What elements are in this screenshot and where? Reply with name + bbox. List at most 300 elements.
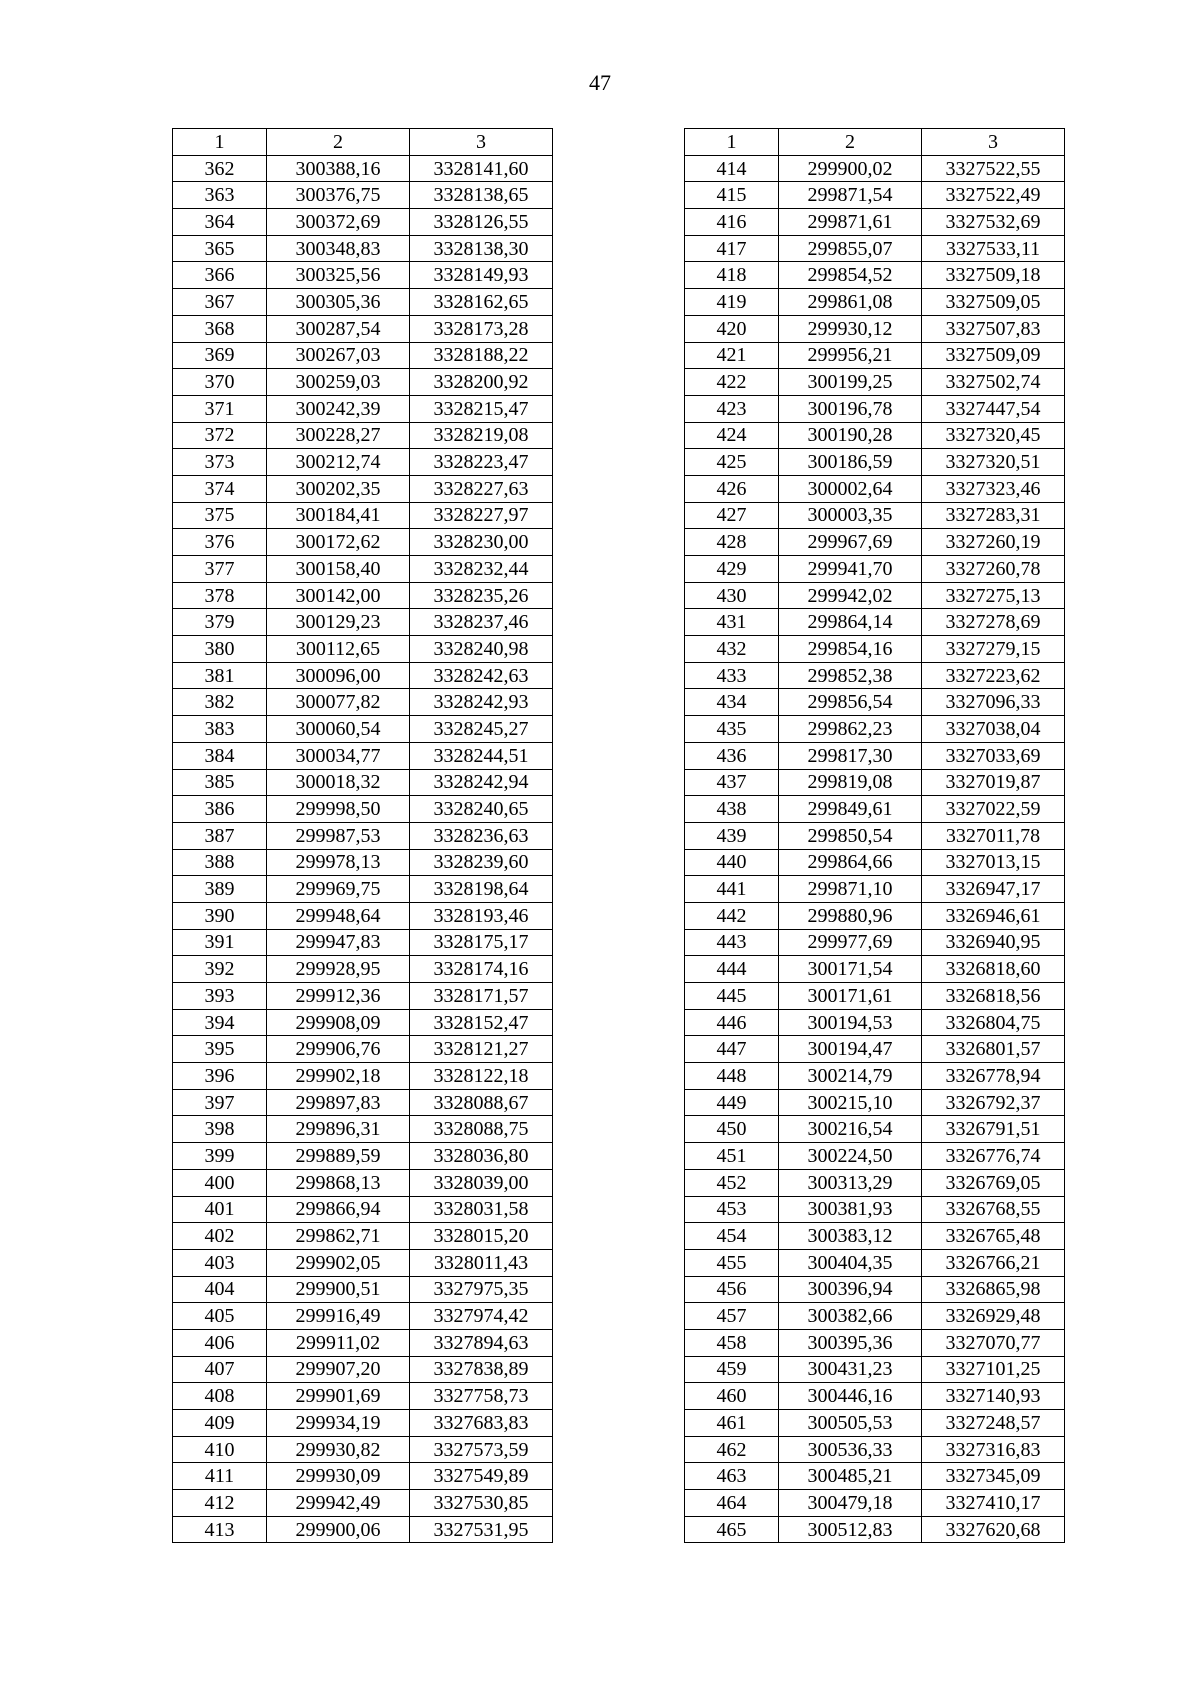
table-row [173,449,553,476]
point-number-cell: 394 [173,1009,267,1036]
x-coordinate-cell: 300431,23 [779,1356,922,1383]
point-number-cell: 413 [173,1516,267,1543]
x-coordinate-cell: 300096,00 [267,662,410,689]
y-coordinate-cell: 3328173,28 [410,315,553,342]
table-row [173,689,553,716]
table-row [685,1410,1065,1437]
table-row [685,876,1065,903]
table-row [685,1169,1065,1196]
table-row [173,475,553,502]
table-row [685,475,1065,502]
x-coordinate-cell: 300388,16 [267,155,410,182]
point-number-cell: 404 [173,1276,267,1303]
x-coordinate-cell: 300224,50 [779,1143,922,1170]
table-row [173,1009,553,1036]
x-coordinate-cell: 300060,54 [267,716,410,743]
table-row [685,1143,1065,1170]
point-number-cell: 422 [685,369,779,396]
x-coordinate-cell: 299901,69 [267,1383,410,1410]
point-number-cell: 412 [173,1490,267,1517]
x-coordinate-cell: 299948,64 [267,902,410,929]
point-number-cell: 363 [173,182,267,209]
table-row [173,1516,553,1543]
table-row [173,1276,553,1303]
point-number-cell: 464 [685,1490,779,1517]
table-row [685,235,1065,262]
column-header: 1 [173,129,267,156]
point-number-cell: 435 [685,716,779,743]
table-row [173,636,553,663]
point-number-cell: 390 [173,902,267,929]
x-coordinate-cell: 300214,79 [779,1063,922,1090]
table-row [173,1249,553,1276]
table-row [173,342,553,369]
point-number-cell: 386 [173,796,267,823]
x-coordinate-cell: 299912,36 [267,983,410,1010]
table-row [173,502,553,529]
point-number-cell: 392 [173,956,267,983]
table-row [685,929,1065,956]
x-coordinate-cell: 299956,21 [779,342,922,369]
y-coordinate-cell: 3328245,27 [410,716,553,743]
point-number-cell: 402 [173,1223,267,1250]
x-coordinate-cell: 299942,49 [267,1490,410,1517]
x-coordinate-cell: 299862,23 [779,716,922,743]
point-number-cell: 420 [685,315,779,342]
y-coordinate-cell: 3326946,61 [922,902,1065,929]
y-coordinate-cell: 3327279,15 [922,636,1065,663]
point-number-cell: 457 [685,1303,779,1330]
table-row [685,849,1065,876]
point-number-cell: 393 [173,983,267,1010]
table-row [173,1169,553,1196]
point-number-cell: 366 [173,262,267,289]
table-row [173,1436,553,1463]
x-coordinate-cell: 300003,35 [779,502,922,529]
point-number-cell: 445 [685,983,779,1010]
point-number-cell: 449 [685,1089,779,1116]
y-coordinate-cell: 3328088,67 [410,1089,553,1116]
table-row [685,1516,1065,1543]
y-coordinate-cell: 3328198,64 [410,876,553,903]
x-coordinate-cell: 299889,59 [267,1143,410,1170]
x-coordinate-cell: 299852,38 [779,662,922,689]
x-coordinate-cell: 299902,18 [267,1063,410,1090]
x-coordinate-cell: 300446,16 [779,1383,922,1410]
table-row [173,395,553,422]
table-row [173,529,553,556]
point-number-cell: 411 [173,1463,267,1490]
y-coordinate-cell: 3327033,69 [922,742,1065,769]
y-coordinate-cell: 3327410,17 [922,1490,1065,1517]
point-number-cell: 399 [173,1143,267,1170]
point-number-cell: 433 [685,662,779,689]
point-number-cell: 395 [173,1036,267,1063]
point-number-cell: 462 [685,1436,779,1463]
point-number-cell: 374 [173,475,267,502]
point-number-cell: 419 [685,289,779,316]
table-row [685,609,1065,636]
y-coordinate-cell: 3328149,93 [410,262,553,289]
x-coordinate-cell: 300142,00 [267,582,410,609]
x-coordinate-cell: 300536,33 [779,1436,922,1463]
x-coordinate-cell: 300348,83 [267,235,410,262]
y-coordinate-cell: 3328152,47 [410,1009,553,1036]
y-coordinate-cell: 3328121,27 [410,1036,553,1063]
y-coordinate-cell: 3326791,51 [922,1116,1065,1143]
point-number-cell: 459 [685,1356,779,1383]
point-number-cell: 406 [173,1329,267,1356]
table-row [173,422,553,449]
table-row [685,289,1065,316]
table-row [173,1356,553,1383]
table-row [173,155,553,182]
y-coordinate-cell: 3328235,26 [410,582,553,609]
point-number-cell: 451 [685,1143,779,1170]
x-coordinate-cell: 299871,61 [779,209,922,236]
point-number-cell: 408 [173,1383,267,1410]
table-row [685,449,1065,476]
y-coordinate-cell: 3328227,97 [410,502,553,529]
table-row [173,796,553,823]
y-coordinate-cell: 3328242,94 [410,769,553,796]
y-coordinate-cell: 3327683,83 [410,1410,553,1437]
x-coordinate-cell: 299897,83 [267,1089,410,1116]
point-number-cell: 382 [173,689,267,716]
table-row [685,342,1065,369]
x-coordinate-cell: 300242,39 [267,395,410,422]
x-coordinate-cell: 299849,61 [779,796,922,823]
x-coordinate-cell: 299987,53 [267,822,410,849]
point-number-cell: 417 [685,235,779,262]
y-coordinate-cell: 3326818,60 [922,956,1065,983]
point-number-cell: 443 [685,929,779,956]
point-number-cell: 397 [173,1089,267,1116]
x-coordinate-cell: 299916,49 [267,1303,410,1330]
point-number-cell: 428 [685,529,779,556]
table-row [685,1063,1065,1090]
x-coordinate-cell: 299900,51 [267,1276,410,1303]
table-row [685,1463,1065,1490]
table-row [685,1490,1065,1517]
table-row [173,1490,553,1517]
table-row [685,182,1065,209]
x-coordinate-cell: 299819,08 [779,769,922,796]
table-row [173,662,553,689]
x-coordinate-cell: 300395,36 [779,1329,922,1356]
y-coordinate-cell: 3328175,17 [410,929,553,956]
y-coordinate-cell: 3328126,55 [410,209,553,236]
table-row [685,1303,1065,1330]
y-coordinate-cell: 3327278,69 [922,609,1065,636]
point-number-cell: 460 [685,1383,779,1410]
x-coordinate-cell: 300228,27 [267,422,410,449]
point-number-cell: 365 [173,235,267,262]
x-coordinate-cell: 299880,96 [779,902,922,929]
y-coordinate-cell: 3328039,00 [410,1169,553,1196]
y-coordinate-cell: 3327509,05 [922,289,1065,316]
y-coordinate-cell: 3328236,63 [410,822,553,849]
table-row [685,796,1065,823]
y-coordinate-cell: 3328011,43 [410,1249,553,1276]
table-row [685,556,1065,583]
point-number-cell: 421 [685,342,779,369]
table-row [685,422,1065,449]
column-header: 2 [267,129,410,156]
point-number-cell: 409 [173,1410,267,1437]
table-row [685,1089,1065,1116]
x-coordinate-cell: 300372,69 [267,209,410,236]
y-coordinate-cell: 3328036,80 [410,1143,553,1170]
x-coordinate-cell: 299930,82 [267,1436,410,1463]
x-coordinate-cell: 300382,66 [779,1303,922,1330]
point-number-cell: 379 [173,609,267,636]
x-coordinate-cell: 300479,18 [779,1490,922,1517]
y-coordinate-cell: 3327260,78 [922,556,1065,583]
x-coordinate-cell: 299861,08 [779,289,922,316]
point-number-cell: 430 [685,582,779,609]
point-number-cell: 440 [685,849,779,876]
x-coordinate-cell: 300172,62 [267,529,410,556]
x-coordinate-cell: 299907,20 [267,1356,410,1383]
table-row [685,822,1065,849]
y-coordinate-cell: 3327038,04 [922,716,1065,743]
table-row [173,902,553,929]
y-coordinate-cell: 3326940,95 [922,929,1065,956]
table-row [685,1009,1065,1036]
point-number-cell: 429 [685,556,779,583]
y-coordinate-cell: 3326768,55 [922,1196,1065,1223]
point-number-cell: 456 [685,1276,779,1303]
x-coordinate-cell: 299854,16 [779,636,922,663]
x-coordinate-cell: 300158,40 [267,556,410,583]
x-coordinate-cell: 299947,83 [267,929,410,956]
table-row [173,1196,553,1223]
table-row [173,1063,553,1090]
y-coordinate-cell: 3327140,93 [922,1383,1065,1410]
point-number-cell: 384 [173,742,267,769]
y-coordinate-cell: 3326818,56 [922,983,1065,1010]
table-row [173,1223,553,1250]
table-row [173,209,553,236]
table-row [173,1410,553,1437]
x-coordinate-cell: 300396,94 [779,1276,922,1303]
y-coordinate-cell: 3326769,05 [922,1169,1065,1196]
x-coordinate-cell: 299908,09 [267,1009,410,1036]
point-number-cell: 450 [685,1116,779,1143]
point-number-cell: 385 [173,769,267,796]
point-number-cell: 375 [173,502,267,529]
x-coordinate-cell: 300305,36 [267,289,410,316]
table-row [685,1116,1065,1143]
point-number-cell: 453 [685,1196,779,1223]
y-coordinate-cell: 3328193,46 [410,902,553,929]
y-coordinate-cell: 3328232,44 [410,556,553,583]
table-row [173,849,553,876]
y-coordinate-cell: 3327320,51 [922,449,1065,476]
x-coordinate-cell: 299998,50 [267,796,410,823]
table-row [173,1143,553,1170]
point-number-cell: 416 [685,209,779,236]
point-number-cell: 448 [685,1063,779,1090]
x-coordinate-cell: 300512,83 [779,1516,922,1543]
table-row [685,689,1065,716]
point-number-cell: 434 [685,689,779,716]
table-row [685,529,1065,556]
x-coordinate-cell: 300002,64 [779,475,922,502]
x-coordinate-cell: 299856,54 [779,689,922,716]
point-number-cell: 401 [173,1196,267,1223]
x-coordinate-cell: 299862,71 [267,1223,410,1250]
x-coordinate-cell: 300186,59 [779,449,922,476]
y-coordinate-cell: 3327509,09 [922,342,1065,369]
x-coordinate-cell: 300383,12 [779,1223,922,1250]
y-coordinate-cell: 3326947,17 [922,876,1065,903]
point-number-cell: 377 [173,556,267,583]
point-number-cell: 427 [685,502,779,529]
table-row [685,742,1065,769]
y-coordinate-cell: 3327522,55 [922,155,1065,182]
y-coordinate-cell: 3327530,85 [410,1490,553,1517]
y-coordinate-cell: 3327573,59 [410,1436,553,1463]
x-coordinate-cell: 299855,07 [779,235,922,262]
point-number-cell: 362 [173,155,267,182]
y-coordinate-cell: 3327022,59 [922,796,1065,823]
table-row [173,742,553,769]
table-row [685,315,1065,342]
x-coordinate-cell: 299977,69 [779,929,922,956]
table-row [685,502,1065,529]
point-number-cell: 415 [685,182,779,209]
y-coordinate-cell: 3326778,94 [922,1063,1065,1090]
y-coordinate-cell: 3327275,13 [922,582,1065,609]
table-row [685,1196,1065,1223]
table-header-row [685,129,1065,156]
x-coordinate-cell: 299969,75 [267,876,410,903]
y-coordinate-cell: 3328162,65 [410,289,553,316]
y-coordinate-cell: 3328239,60 [410,849,553,876]
y-coordinate-cell: 3327283,31 [922,502,1065,529]
table-row [173,929,553,956]
x-coordinate-cell: 299911,02 [267,1329,410,1356]
point-number-cell: 463 [685,1463,779,1490]
x-coordinate-cell: 299934,19 [267,1410,410,1437]
y-coordinate-cell: 3327502,74 [922,369,1065,396]
x-coordinate-cell: 299864,66 [779,849,922,876]
point-number-cell: 369 [173,342,267,369]
y-coordinate-cell: 3327011,78 [922,822,1065,849]
y-coordinate-cell: 3328237,46 [410,609,553,636]
x-coordinate-cell: 300215,10 [779,1089,922,1116]
x-coordinate-cell: 300077,82 [267,689,410,716]
table-row [685,1036,1065,1063]
column-header: 1 [685,129,779,156]
point-number-cell: 458 [685,1329,779,1356]
x-coordinate-cell: 300194,53 [779,1009,922,1036]
x-coordinate-cell: 299978,13 [267,849,410,876]
y-coordinate-cell: 3328141,60 [410,155,553,182]
y-coordinate-cell: 3327096,33 [922,689,1065,716]
y-coordinate-cell: 3328227,63 [410,475,553,502]
x-coordinate-cell: 300184,41 [267,502,410,529]
point-number-cell: 368 [173,315,267,342]
y-coordinate-cell: 3326792,37 [922,1089,1065,1116]
table-row [173,1383,553,1410]
table-header-row [173,129,553,156]
point-number-cell: 403 [173,1249,267,1276]
table-row [685,769,1065,796]
table-row [685,395,1065,422]
point-number-cell: 426 [685,475,779,502]
y-coordinate-cell: 3328174,16 [410,956,553,983]
table-row [173,1303,553,1330]
table-row [173,769,553,796]
table-row [173,582,553,609]
table-row [173,956,553,983]
y-coordinate-cell: 3326801,57 [922,1036,1065,1063]
point-number-cell: 439 [685,822,779,849]
x-coordinate-cell: 299906,76 [267,1036,410,1063]
y-coordinate-cell: 3328015,20 [410,1223,553,1250]
point-number-cell: 423 [685,395,779,422]
y-coordinate-cell: 3327522,49 [922,182,1065,209]
table-row [173,369,553,396]
point-number-cell: 370 [173,369,267,396]
point-number-cell: 436 [685,742,779,769]
y-coordinate-cell: 3328138,30 [410,235,553,262]
x-coordinate-cell: 299928,95 [267,956,410,983]
y-coordinate-cell: 3327260,19 [922,529,1065,556]
point-number-cell: 405 [173,1303,267,1330]
point-number-cell: 400 [173,1169,267,1196]
point-number-cell: 364 [173,209,267,236]
x-coordinate-cell: 300325,56 [267,262,410,289]
y-coordinate-cell: 3326804,75 [922,1009,1065,1036]
point-number-cell: 410 [173,1436,267,1463]
x-coordinate-cell: 299930,09 [267,1463,410,1490]
coordinates-table-left [172,128,553,1543]
y-coordinate-cell: 3327532,69 [922,209,1065,236]
y-coordinate-cell: 3328230,00 [410,529,553,556]
x-coordinate-cell: 299817,30 [779,742,922,769]
y-coordinate-cell: 3328171,57 [410,983,553,1010]
x-coordinate-cell: 300196,78 [779,395,922,422]
x-coordinate-cell: 299941,70 [779,556,922,583]
x-coordinate-cell: 300287,54 [267,315,410,342]
y-coordinate-cell: 3327320,45 [922,422,1065,449]
x-coordinate-cell: 300190,28 [779,422,922,449]
table-row [685,636,1065,663]
point-number-cell: 414 [685,155,779,182]
point-number-cell: 372 [173,422,267,449]
y-coordinate-cell: 3328031,58 [410,1196,553,1223]
table-row [685,262,1065,289]
x-coordinate-cell: 300171,61 [779,983,922,1010]
table-row [173,1116,553,1143]
x-coordinate-cell: 300505,53 [779,1410,922,1437]
y-coordinate-cell: 3328215,47 [410,395,553,422]
table-row [685,662,1065,689]
x-coordinate-cell: 299864,14 [779,609,922,636]
x-coordinate-cell: 300034,77 [267,742,410,769]
x-coordinate-cell: 299930,12 [779,315,922,342]
column-header: 3 [410,129,553,156]
point-number-cell: 371 [173,395,267,422]
point-number-cell: 407 [173,1356,267,1383]
x-coordinate-cell: 299900,06 [267,1516,410,1543]
x-coordinate-cell: 300313,29 [779,1169,922,1196]
point-number-cell: 465 [685,1516,779,1543]
